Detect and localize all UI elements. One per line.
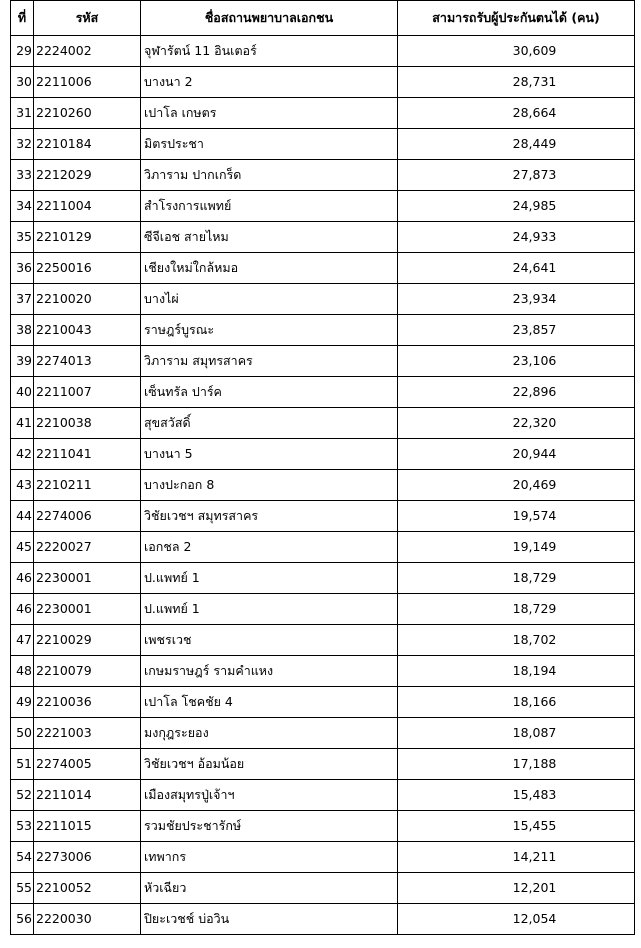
hospital-code: 2210036 — [34, 687, 141, 718]
hospital-code: 2274006 — [34, 501, 141, 532]
hospital-name: เกษมราษฎร์ รามคำแหง — [141, 656, 398, 687]
table-row — [11, 780, 635, 811]
hospital-name: เพชรเวช — [141, 625, 398, 656]
table-row — [11, 439, 635, 470]
row-number: 31 — [11, 98, 34, 129]
row-number: 55 — [11, 873, 34, 904]
hospital-code: 2211014 — [34, 780, 141, 811]
row-number: 53 — [11, 811, 34, 842]
capacity-value: 28,731 — [398, 67, 635, 98]
row-number: 49 — [11, 687, 34, 718]
hospital-code: 2221003 — [34, 718, 141, 749]
capacity-value: 18,166 — [398, 687, 635, 718]
table-row — [11, 191, 635, 222]
table-row — [11, 222, 635, 253]
hospital-name: ป.แพทย์ 1 — [141, 594, 398, 625]
hospital-code: 2211007 — [34, 377, 141, 408]
row-number: 41 — [11, 408, 34, 439]
table-row — [11, 718, 635, 749]
table-row — [11, 532, 635, 563]
hospital-name: ราษฎร์บูรณะ — [141, 315, 398, 346]
capacity-value: 14,211 — [398, 842, 635, 873]
capacity-value: 27,873 — [398, 160, 635, 191]
table-row — [11, 408, 635, 439]
hospital-code: 2210043 — [34, 315, 141, 346]
table-row — [11, 501, 635, 532]
row-number: 36 — [11, 253, 34, 284]
hospital-name: บางนา 5 — [141, 439, 398, 470]
hospital-code: 2220030 — [34, 904, 141, 935]
hospital-code: 2210184 — [34, 129, 141, 160]
capacity-value: 30,609 — [398, 36, 635, 67]
hospital-code: 2250016 — [34, 253, 141, 284]
capacity-value: 24,985 — [398, 191, 635, 222]
hospital-name: รวมชัยประชารักษ์ — [141, 811, 398, 842]
capacity-value: 20,469 — [398, 470, 635, 501]
table-row — [11, 160, 635, 191]
hospital-code: 2211004 — [34, 191, 141, 222]
row-number: 34 — [11, 191, 34, 222]
hospital-name: เมืองสมุทรปู่เจ้าฯ — [141, 780, 398, 811]
table-row — [11, 594, 635, 625]
row-number: 52 — [11, 780, 34, 811]
row-number: 48 — [11, 656, 34, 687]
table-row — [11, 873, 635, 904]
table-row — [11, 811, 635, 842]
row-number: 29 — [11, 36, 34, 67]
row-number: 46 — [11, 594, 34, 625]
hospital-name: ซีจีเอช สายไหม — [141, 222, 398, 253]
capacity-value: 12,201 — [398, 873, 635, 904]
hospital-name: บางไผ่ — [141, 284, 398, 315]
hospital-code: 2274005 — [34, 749, 141, 780]
hospital-code: 2212029 — [34, 160, 141, 191]
hospital-name: วิชัยเวชฯ อ้อมน้อย — [141, 749, 398, 780]
header-hospital-name: ชื่อสถานพยาบาลเอกชน — [141, 1, 398, 36]
row-number: 32 — [11, 129, 34, 160]
capacity-value: 22,320 — [398, 408, 635, 439]
hospital-name: เปาโล โชคชัย 4 — [141, 687, 398, 718]
hospital-code: 2211015 — [34, 811, 141, 842]
hospital-name: วิภาราม สมุทรสาคร — [141, 346, 398, 377]
row-number: 38 — [11, 315, 34, 346]
hospital-code: 2210052 — [34, 873, 141, 904]
table-row — [11, 625, 635, 656]
row-number: 50 — [11, 718, 34, 749]
hospital-name: วิภาราม ปากเกร็ด — [141, 160, 398, 191]
hospital-name: หัวเฉียว — [141, 873, 398, 904]
hospital-name: บางปะกอก 8 — [141, 470, 398, 501]
hospital-code: 2210260 — [34, 98, 141, 129]
table-row — [11, 67, 635, 98]
header-capacity: สามารถรับผู้ประกันตนได้ (คน) — [398, 1, 635, 36]
hospital-name: บางนา 2 — [141, 67, 398, 98]
header-code: รหัส — [34, 1, 141, 36]
table-row — [11, 656, 635, 687]
table-row — [11, 749, 635, 780]
capacity-value: 28,449 — [398, 129, 635, 160]
capacity-value: 15,483 — [398, 780, 635, 811]
hospital-name: เปาโล เกษตร — [141, 98, 398, 129]
capacity-value: 22,896 — [398, 377, 635, 408]
table-row — [11, 377, 635, 408]
table-header-row — [11, 1, 635, 36]
hospital-code: 2230001 — [34, 563, 141, 594]
row-number: 42 — [11, 439, 34, 470]
table-row — [11, 470, 635, 501]
capacity-value: 12,054 — [398, 904, 635, 935]
capacity-value: 18,087 — [398, 718, 635, 749]
hospital-name: สุขสวัสดิ์ — [141, 408, 398, 439]
row-number: 39 — [11, 346, 34, 377]
table-row — [11, 842, 635, 873]
hospital-name: มงกุฎระยอง — [141, 718, 398, 749]
hospital-code: 2211041 — [34, 439, 141, 470]
header-number: ที่ — [11, 1, 34, 36]
hospital-name: ป.แพทย์ 1 — [141, 563, 398, 594]
table-row — [11, 346, 635, 377]
capacity-value: 17,188 — [398, 749, 635, 780]
hospital-code: 2273006 — [34, 842, 141, 873]
capacity-value: 18,729 — [398, 563, 635, 594]
hospital-name: เอกชล 2 — [141, 532, 398, 563]
row-number: 47 — [11, 625, 34, 656]
table-row — [11, 315, 635, 346]
capacity-value: 15,455 — [398, 811, 635, 842]
capacity-value: 28,664 — [398, 98, 635, 129]
capacity-value: 24,641 — [398, 253, 635, 284]
hospital-code: 2230001 — [34, 594, 141, 625]
hospital-code: 2210211 — [34, 470, 141, 501]
hospital-table-sheet — [10, 0, 634, 935]
hospital-name: สำโรงการแพทย์ — [141, 191, 398, 222]
capacity-value: 19,149 — [398, 532, 635, 563]
row-number: 54 — [11, 842, 34, 873]
row-number: 37 — [11, 284, 34, 315]
row-number: 35 — [11, 222, 34, 253]
row-number: 56 — [11, 904, 34, 935]
hospital-code: 2210020 — [34, 284, 141, 315]
hospital-name: วิชัยเวชฯ สมุทรสาคร — [141, 501, 398, 532]
table-row — [11, 36, 635, 67]
hospital-name: เซ็นทรัล ปาร์ค — [141, 377, 398, 408]
row-number: 45 — [11, 532, 34, 563]
hospital-name: จุฬารัตน์ 11 อินเตอร์ — [141, 36, 398, 67]
row-number: 33 — [11, 160, 34, 191]
row-number: 51 — [11, 749, 34, 780]
hospital-code: 2210029 — [34, 625, 141, 656]
capacity-value: 18,702 — [398, 625, 635, 656]
hospital-code: 2210038 — [34, 408, 141, 439]
hospital-code: 2210129 — [34, 222, 141, 253]
hospital-name: เชียงใหม่ใกล้หมอ — [141, 253, 398, 284]
row-number: 46 — [11, 563, 34, 594]
table-row — [11, 563, 635, 594]
table-row — [11, 284, 635, 315]
hospital-code: 2274013 — [34, 346, 141, 377]
hospital-capacity-table — [10, 0, 635, 935]
table-row — [11, 687, 635, 718]
row-number: 30 — [11, 67, 34, 98]
capacity-value: 23,934 — [398, 284, 635, 315]
hospital-code: 2224002 — [34, 36, 141, 67]
hospital-name: ปิยะเวชช์ บ่อวิน — [141, 904, 398, 935]
capacity-value: 23,106 — [398, 346, 635, 377]
capacity-value: 24,933 — [398, 222, 635, 253]
table-row — [11, 129, 635, 160]
row-number: 44 — [11, 501, 34, 532]
hospital-name: มิตรประชา — [141, 129, 398, 160]
capacity-value: 18,729 — [398, 594, 635, 625]
hospital-code: 2211006 — [34, 67, 141, 98]
row-number: 43 — [11, 470, 34, 501]
hospital-code: 2220027 — [34, 532, 141, 563]
table-row — [11, 253, 635, 284]
hospital-code: 2210079 — [34, 656, 141, 687]
capacity-value: 20,944 — [398, 439, 635, 470]
table-row — [11, 98, 635, 129]
hospital-name: เทพากร — [141, 842, 398, 873]
capacity-value: 18,194 — [398, 656, 635, 687]
capacity-value: 19,574 — [398, 501, 635, 532]
row-number: 40 — [11, 377, 34, 408]
table-row — [11, 904, 635, 935]
capacity-value: 23,857 — [398, 315, 635, 346]
